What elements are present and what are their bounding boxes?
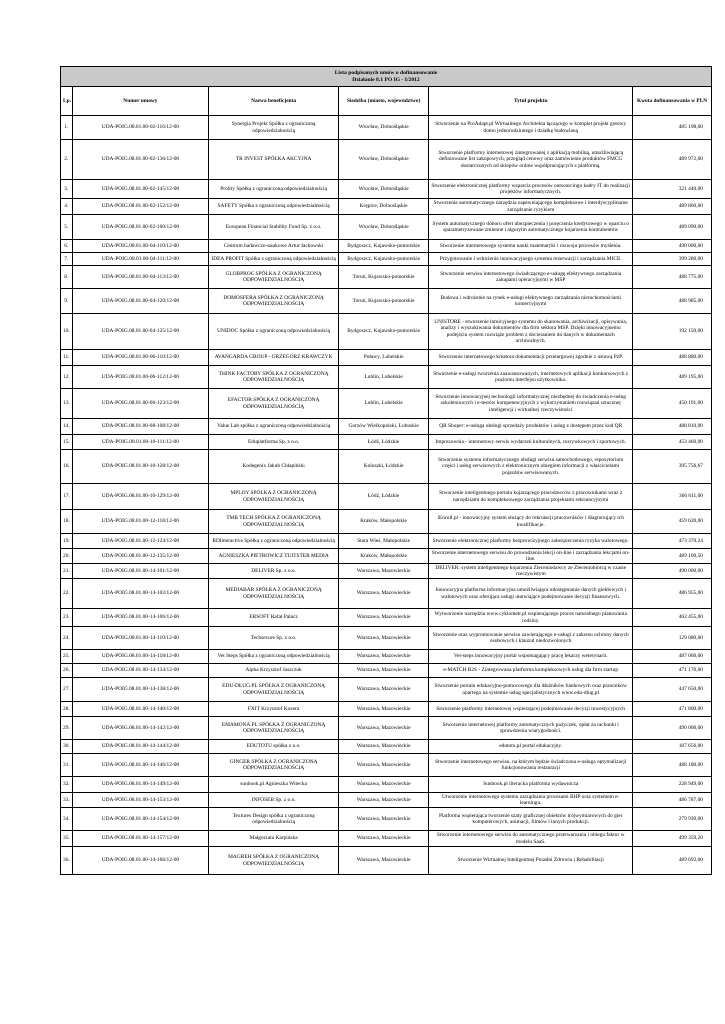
cell-beneficiary: Techsecure Sp. z o.o.	[209, 627, 339, 650]
table-row	[61, 253, 712, 266]
col-header-lp: Lp.	[61, 87, 73, 116]
cell-lp: 28.	[61, 702, 73, 717]
cell-beneficiary: UNIDOC Spółka z ograniczoną odpowiedzialnością	[209, 314, 339, 350]
cell-seat: Warszawa, Mazowieckie	[338, 579, 428, 609]
cell-contract-number: UDA-POIG.08.01.00-14-149/12-00	[72, 777, 209, 793]
cell-lp: 6.	[61, 240, 73, 253]
cell-project-title: Stworzenie serwisu internetowego świadczącego e-usługę efektywnego zarządzania zakupami operacyjnymi w MSP	[429, 266, 633, 289]
cell-lp: 11.	[61, 350, 73, 366]
cell-lp: 8.	[61, 266, 73, 289]
cell-seat: Warszawa, Mazowieckie	[338, 650, 428, 664]
cell-amount: 192 150,00	[633, 314, 712, 350]
cell-project-title: iEnroll.pl - innowacyjny system służący do rekrutacji pracowników i diagnorujący ich kwalifikacje.	[429, 510, 633, 534]
cell-lp: 31.	[61, 754, 73, 777]
cell-seat: Warszawa, Mazowieckie	[338, 793, 428, 808]
cell-seat: Warszawa, Mazowieckie	[338, 609, 428, 627]
cell-amount: 485 198,00	[633, 116, 712, 140]
cell-amount: 489 090,00	[633, 215, 712, 240]
cell-contract-number: UDA-POIG.08.01.00-02-116/12-00	[72, 116, 209, 140]
cell-amount: 487 060,00	[633, 650, 712, 664]
cell-project-title: Stworzenie elektronicznej platformy wsparcia procesów outsourcingu kadry IT do realizacji projektów informatycznych.	[429, 180, 633, 199]
cell-project-title: Stworzenie internetowego serwisu, na którym będzie świadczona e-usługa optymalizacji funkcjonowania restauracji	[429, 754, 633, 777]
cell-amount: 228 949,00	[633, 777, 712, 793]
cell-amount: 453 460,00	[633, 435, 712, 450]
cell-beneficiary: sunbook.pl Agnieszka Witecka	[209, 777, 339, 793]
cell-project-title: Stworzenie systemu informatycznego obsługi serwisu samochodowego, reposytorium części i usług serwisowych z elektronicznym obiegiem informacji z właścicielami pojazdów serwisowanych.	[429, 450, 633, 484]
cell-seat: Warszawa, Mazowieckie	[338, 831, 428, 847]
cell-contract-number: UDA-POIG.08.01.00-06-110/12-00	[72, 350, 209, 366]
cell-project-title: UNISTORE - stworzenie intuicyjnego systemu do skanowania, archiwizacji, opisywania, analizy i wyszukiwania dokumentów dla firm sektora MSP. Dzięki innowacyjnemu podejściu system rozwiąże problem z docieraniem do danych w dokumentach archiwalnych.	[429, 314, 633, 350]
cell-beneficiary: Alpha Krzysztof Jaszczuk	[209, 664, 339, 678]
cell-lp: 13.	[61, 389, 73, 419]
cell-amount: 489 195,00	[633, 366, 712, 389]
cell-amount: 395 756,67	[633, 450, 712, 484]
table-row	[61, 609, 712, 627]
cell-contract-number: UDA-POIG.08.01.00-14-106/12-00	[72, 609, 209, 627]
cell-beneficiary: Eduplatforma Sp. z o.o.	[209, 435, 339, 450]
cell-amount: 489 692,00	[633, 847, 712, 875]
cell-project-title: Stworzenie elektronicznej platformy bezprowizyjnego zabezpieczenia ryzyka walutowego.	[429, 534, 633, 549]
cell-lp: 32.	[61, 777, 73, 793]
table-row	[61, 116, 712, 140]
cell-beneficiary: MEDIABAR SPÓŁKA Z OGRANICZONĄ ODPOWIEDZIALNOŚCIĄ	[209, 579, 339, 609]
cell-project-title: Przygotowanie i wdrożenie innowacyjnego systemu rezerwacji i zarządzania MICE.	[429, 253, 633, 266]
cell-project-title: QR Shoper: e-usługa obsługi sprzedaży produktów i usług z dostępem przez kod QR	[429, 419, 633, 435]
title-line-2: Działanie 8.1 PO IG - I/2012	[352, 76, 420, 83]
cell-contract-number: UDA-POIG.08.01.00-04-111/12-00	[72, 253, 209, 266]
title-line-1: Lista podpisanych umów o dofinansowanie	[334, 70, 438, 77]
cell-lp: 18.	[61, 510, 73, 534]
cell-seat: Wrocław, Dolnośląskie	[338, 140, 428, 180]
cell-lp: 34.	[61, 808, 73, 831]
cell-amount: 471 170,00	[633, 664, 712, 678]
cell-lp: 29.	[61, 717, 73, 740]
cell-lp: 25.	[61, 650, 73, 664]
cell-seat: Bydgoszcz, Kujawsko-pomorskie	[338, 314, 428, 350]
cell-project-title: Budowa i wdrożenie na rynek e-usługi efektywnego zarządzania nieruchomościami komercyjnymi	[429, 289, 633, 314]
cell-seat: Warszawa, Mazowieckie	[338, 777, 428, 793]
table-row	[61, 266, 712, 289]
cell-beneficiary: FXIT Krzysztof Kozera	[209, 702, 339, 717]
cell-lp: 26.	[61, 664, 73, 678]
cell-beneficiary: GLOBPROC SPÓŁKA Z OGRANICZONĄ ODPOWIEDZIALNOŚCIĄ	[209, 266, 339, 289]
cell-beneficiary: THINK FACTORY SPÓŁKA Z OGRANICZONĄ ODPOWIEDZIALNOŚCIĄ	[209, 366, 339, 389]
cell-contract-number: UDA-POIG.08.01.00-12-118/12-00	[72, 510, 209, 534]
table-row	[61, 549, 712, 564]
cell-lp: 1.	[61, 116, 73, 140]
cell-project-title: Vet-steps innowacyjny portal wspomagający pracę lekarzy weterynarii.	[429, 650, 633, 664]
cell-lp: 33.	[61, 793, 73, 808]
cell-amount: 488 985,00	[633, 289, 712, 314]
cell-amount: 490 000,00	[633, 240, 712, 253]
col-header-title: Tytuł projektu	[429, 87, 633, 116]
cell-beneficiary: European Financial Stability Fund Sp. z o.o.	[209, 215, 339, 240]
cell-contract-number: UDA-POIG.08.01.00-02-160/12-00	[72, 215, 209, 240]
table-row	[61, 754, 712, 777]
cell-amount: 321 440,00	[633, 180, 712, 199]
table-row	[61, 664, 712, 678]
cell-project-title: Stworzenie internetowego serwisu do prowadzenia lekcji on-line i zarządzania lekcjami on-line.	[429, 549, 633, 564]
cell-project-title: Stworzenie platformy internetowej wspierającej podejmowanie decyzji inwestycyjnych	[429, 702, 633, 717]
cell-seat: Toruń, Kujawsko-pomorskie	[338, 266, 428, 289]
cell-project-title: Imprezownia - internetowy serwis wydarzeń kulturalnych, rozrywkowych i sportowych.	[429, 435, 633, 450]
table-row	[61, 435, 712, 450]
cell-seat: Stara Wieś, Małopolskie	[338, 534, 428, 549]
cell-contract-number: UDA-POIG.08.01.00-14-154/12-00	[72, 808, 209, 831]
cell-amount: 473 370,24	[633, 534, 712, 549]
cell-beneficiary: EMAMONA.PL SPÓŁKA Z OGRANICZONĄ ODPOWIEDZIALNOŚCIĄ	[209, 717, 339, 740]
cell-seat: Wrocław, Dolnośląskie	[338, 116, 428, 140]
cell-seat: Warszawa, Mazowieckie	[338, 754, 428, 777]
cell-project-title: Stworzenie internetowego systemu nauki matematyki i rozwoju procesów myślenia.	[429, 240, 633, 253]
cell-contract-number: UDA-POIG.08.01.00-14-102/12-00	[72, 579, 209, 609]
cell-project-title: Stworzenie e-usługi tworzenia zaawansowanych, internetowych aplikacji konkursowych z poziomu interfejsu użytkownika.	[429, 366, 633, 389]
cell-beneficiary: AVANGARDA GROUP - GRZEGORZ KRAWCZYK	[209, 350, 339, 366]
table-row	[61, 366, 712, 389]
cell-beneficiary: INFOSEB Sp. z o.o.	[209, 793, 339, 808]
cell-contract-number: UDA-POIG.08.01.00-10-128/12-00	[72, 450, 209, 484]
cell-contract-number: UDA-POIG.08.01.00-14-144/12-00	[72, 740, 209, 754]
table-row	[61, 650, 712, 664]
cell-beneficiary: Vet Steps Spółka z ograniczoną odpowiedzialnością	[209, 650, 339, 664]
cell-beneficiary: MAGREH SPÓŁKA Z OGRANICZONĄ ODPOWIEDZIALNOŚCIĄ	[209, 847, 339, 875]
cell-project-title: Stworzenie internetowego kreatora dokumentacji przetargowej zgodnie z ustawą PzP.	[429, 350, 633, 366]
table-row	[61, 847, 712, 875]
cell-lp: 7.	[61, 253, 73, 266]
cell-beneficiary: MPLOY SPÓŁKA Z OGRANICZONĄ ODPOWIEDZIALNOŚCIĄ	[209, 484, 339, 510]
table-body	[61, 116, 712, 875]
col-header-beneficiary: Nazwa beneficjenta	[209, 87, 339, 116]
contracts-sheet	[60, 66, 712, 875]
cell-contract-number: UDA-POIG.08.01.00-14-142/12-00	[72, 717, 209, 740]
cell-contract-number: UDA-POIG.08.01.00-10-129/12-00	[72, 484, 209, 510]
cell-lp: 23.	[61, 609, 73, 627]
cell-seat: Warszawa, Mazowieckie	[338, 678, 428, 702]
cell-contract-number: UDA-POIG.08.01.00-14-134/12-00	[72, 664, 209, 678]
cell-contract-number: UDA-POIG.08.01.00-14-101/12-00	[72, 564, 209, 579]
cell-project-title: Stworzenie na ProAdapt.pl Wirtualnego Architekta łączącego w komplet projekt gotowy domu jednorodzinnego i działkę budowlaną	[429, 116, 633, 140]
cell-amount: 499 359,20	[633, 831, 712, 847]
cell-beneficiary: Kodegenix Jakub Chłapiński	[209, 450, 339, 484]
cell-beneficiary: IDEA PROFIT Spółka z ograniczoną odpowiedzialnością	[209, 253, 339, 266]
cell-contract-number: UDA-POIG.08.01.00-10-111/12-00	[72, 435, 209, 450]
cell-lp: 36.	[61, 847, 73, 875]
cell-lp: 4.	[61, 199, 73, 215]
cell-beneficiary: Value Lab spółka z ograniczoną odpowiedzialnością	[209, 419, 339, 435]
cell-seat: Gorzów Wielkopolski, Lubuskie	[338, 419, 428, 435]
cell-amount: 489 100,50	[633, 549, 712, 564]
cell-contract-number: UDA-POIG.08.01.00-14-138/12-00	[72, 678, 209, 702]
cell-beneficiary: EFACTOR SPÓŁKA Z OGRANICZONĄ ODPOWIEDZIALNOŚCIĄ	[209, 389, 339, 419]
cell-beneficiary: DELIVER Sp. z o.o.	[209, 564, 339, 579]
cell-amount: 490 000,00	[633, 564, 712, 579]
cell-contract-number: UDA-POIG.08.01.00-06-112/12-00	[72, 366, 209, 389]
cell-lp: 2.	[61, 140, 73, 180]
table-row	[61, 180, 712, 199]
cell-seat: Bydgoszcz, Kujawsko-pomorskie	[338, 240, 428, 253]
cell-lp: 20.	[61, 549, 73, 564]
table-row	[61, 740, 712, 754]
cell-beneficiary: AGNIESZKA PIETROWICZ TUITSTER MEDIA	[209, 549, 339, 564]
cell-seat: Warszawa, Mazowieckie	[338, 847, 428, 875]
cell-project-title: edutotu.pl portal edukacyjny.	[429, 740, 633, 754]
cell-project-title: Utworzenie internetowego systemu zarządzania procesami BHP oraz systemem e-learningu.	[429, 793, 633, 808]
cell-seat: Łódź, Łódzkie	[338, 484, 428, 510]
cell-seat: Lublin, Lubelskie	[338, 389, 428, 419]
cell-contract-number: UDA-POIG.08.01.00-14-146/12-00	[72, 754, 209, 777]
cell-lp: 30.	[61, 740, 73, 754]
cell-contract-number: UDA-POIG.08.01.00-02-136/12-00	[72, 140, 209, 180]
cell-lp: 9.	[61, 289, 73, 314]
table-row	[61, 240, 712, 253]
cell-beneficiary: Prolity Spółka z ograniczoną odpowiedzialnością	[209, 180, 339, 199]
col-header-amount: Kwota dofinansowania w PLN	[633, 87, 712, 116]
cell-seat: Bydgoszcz, Kujawsko-pomorskie	[338, 253, 428, 266]
cell-project-title: Stworzenie inteligentnego portalu kojarzącego pracodawców z pracownikami wraz z narzędziami do kompleksowego zarządzania projektami rekrutacyjnymi	[429, 484, 633, 510]
cell-lp: 27.	[61, 678, 73, 702]
table-row	[61, 808, 712, 831]
table-row	[61, 793, 712, 808]
cell-contract-number: UDA-POIG.08.01.00-14-140/12-00	[72, 702, 209, 717]
cell-seat: Warszawa, Mazowieckie	[338, 740, 428, 754]
cell-amount: 447 650,00	[633, 678, 712, 702]
cell-seat: Wrocław, Dolnośląskie	[338, 180, 428, 199]
cell-contract-number: UDA-POIG.08.01.00-14-157/12-00	[72, 831, 209, 847]
cell-beneficiary: EDU-DŁUG.PL SPÓŁKA Z OGRANICZONĄ ODPOWIEDZIALNOŚCIĄ	[209, 678, 339, 702]
cell-seat: Wrocław, Dolnośląskie	[338, 215, 428, 240]
cell-lp: 10.	[61, 314, 73, 350]
table-row	[61, 678, 712, 702]
cell-contract-number: UDA-POIG.08.01.00-12-135/12-00	[72, 549, 209, 564]
cell-beneficiary: Centrum badawczo-naukowe Artur Jackowski	[209, 240, 339, 253]
table-title-row	[61, 67, 712, 87]
table-title	[61, 67, 712, 87]
cell-contract-number: UDA-POIG.08.01.00-14-118/12-00	[72, 650, 209, 664]
cell-amount: 488 180,00	[633, 754, 712, 777]
cell-seat: Warszawa, Mazowieckie	[338, 808, 428, 831]
cell-seat: Łódź, Łódzkie	[338, 435, 428, 450]
cell-amount: 366 611,00	[633, 484, 712, 510]
cell-seat: Koluszki, Łódzkie	[338, 450, 428, 484]
cell-lp: 15.	[61, 435, 73, 450]
cell-beneficiary: TMB TECH SPÓŁKA Z OGRANICZONĄ ODPOWIEDZIALNOŚCIĄ	[209, 510, 339, 534]
cell-amount: 490 000,00	[633, 717, 712, 740]
cell-project-title: Stworzenie Wirtualnej Inteligentnej Poradni Zdrowia i Rehabilitacji	[429, 847, 633, 875]
cell-amount: 129 080,00	[633, 627, 712, 650]
cell-project-title: Wytworzenie narzędzia www.cyklometr.pl wspierającego proces naturalnego planowania rodziny.	[429, 609, 633, 627]
cell-amount: 486 787,00	[633, 793, 712, 808]
cell-lp: 14.	[61, 419, 73, 435]
cell-amount: 399 280,00	[633, 253, 712, 266]
cell-lp: 22.	[61, 579, 73, 609]
table-row	[61, 484, 712, 510]
table-row	[61, 831, 712, 847]
cell-beneficiary: SAFETY Spółka z ograniczoną odpowiedzialnością	[209, 199, 339, 215]
table-row	[61, 717, 712, 740]
cell-amount: 486 955,00	[633, 579, 712, 609]
cell-amount: 488 775,00	[633, 266, 712, 289]
cell-contract-number: UDA-POIG.08.01.00-02-152/12-00	[72, 199, 209, 215]
cell-seat: Warszawa, Mazowieckie	[338, 627, 428, 650]
cell-seat: Warszawa, Mazowieckie	[338, 564, 428, 579]
cell-lp: 19.	[61, 534, 73, 549]
column-header-row	[61, 87, 712, 116]
table-row	[61, 777, 712, 793]
cell-amount: 279 930,00	[633, 808, 712, 831]
cell-beneficiary: Textures Design spółka z ograniczoną odpowiedzialnością	[209, 808, 339, 831]
table-row	[61, 419, 712, 435]
col-header-number: Numer umowy	[72, 87, 209, 116]
cell-lp: 24.	[61, 627, 73, 650]
contracts-table	[60, 66, 712, 875]
cell-amount: 471 800,00	[633, 702, 712, 717]
cell-contract-number: UDA-POIG.08.01.00-08-108/12-00	[72, 419, 209, 435]
table-row	[61, 199, 712, 215]
cell-lp: 3.	[61, 180, 73, 199]
cell-amount: 187 656,00	[633, 740, 712, 754]
table-row	[61, 314, 712, 350]
cell-project-title: System automatycznego doboru ofert ubezpieczenia i poręczenia kredytowego w oparciu o sparametryzowane zmienne i algorytm automatycznego kojarzenia kontrahentów	[429, 215, 633, 240]
cell-contract-number: UDA-POIG.08.01.00-12-124/12-00	[72, 534, 209, 549]
cell-project-title: Stworzenie automatycznego narzędzia zapewniającego kompleksowe i interdyscyplinarne zarządzanie ryzykiem	[429, 199, 633, 215]
cell-seat: Kraków, Małopolskie	[338, 549, 428, 564]
cell-project-title: DELIVER: system inteligentnego kojarzenia Zleceniodawcy ze Zleceniobiorcą w czasie rzeczywistym	[429, 564, 633, 579]
cell-lp: 12.	[61, 366, 73, 389]
cell-contract-number: UDA-POIG.08.01.00-14-166/12-00	[72, 847, 209, 875]
cell-contract-number: UDA-POIG.08.01.00-04-120/12-00	[72, 289, 209, 314]
cell-lp: 5.	[61, 215, 73, 240]
cell-contract-number: UDA-POIG.08.01.00-04-125/12-00	[72, 314, 209, 350]
cell-beneficiary: TR INVEST SPÓŁKA AKCYJNA	[209, 140, 339, 180]
cell-seat: Lublin, Lubelskie	[338, 366, 428, 389]
cell-amount: 450 191,00	[633, 389, 712, 419]
cell-project-title: Stworzenie internetowej platformy automatycznych pożyczek, opłat za rachunki i sprawdzenia wiarygodności.	[429, 717, 633, 740]
table-row	[61, 702, 712, 717]
cell-seat: Warszawa, Mazowieckie	[338, 664, 428, 678]
table-row	[61, 510, 712, 534]
cell-contract-number: UDA-POIG.08.01.00-06-123/12-00	[72, 389, 209, 419]
cell-amount: 459 620,00	[633, 510, 712, 534]
cell-amount: 489 972,00	[633, 140, 712, 180]
cell-contract-number: UDA-POIG.08.01.00-14-110/12-00	[72, 627, 209, 650]
cell-project-title: Stworzenie platformy internetowej zintegrowanej z aplikacją mobilną, umożliwiającą definiowanie list zakupowych, przegląd cenowy oraz zamówienie produktów FMCG dostarczonych od sklepów online współpracujących z platformą.	[429, 140, 633, 180]
cell-amount: 462 455,00	[633, 609, 712, 627]
cell-seat: Warszawa, Mazowieckie	[338, 717, 428, 740]
table-row	[61, 389, 712, 419]
cell-lp: 35.	[61, 831, 73, 847]
table-row	[61, 450, 712, 484]
cell-lp: 21.	[61, 564, 73, 579]
table-row	[61, 350, 712, 366]
cell-contract-number: UDA-POIG.08.01.00-04-113/12-00	[72, 266, 209, 289]
table-row	[61, 289, 712, 314]
table-row	[61, 564, 712, 579]
cell-project-title: Platforma wspierająca tworzenie szaty graficznej obiektów trójwymiarowych do gier komputerowych, animacji, filmów i innych produkcji.	[429, 808, 633, 831]
cell-contract-number: UDA-POIG.08.01.00-04-110/12-00	[72, 240, 209, 253]
cell-beneficiary: EDUTOTU spółka z o.o.	[209, 740, 339, 754]
cell-project-title: Stworzenie oraz wypromowanie serwisu zawierającego e-usługi z zakresu ochrony danych osobowych i klauzul niedozwolonych	[429, 627, 633, 650]
cell-project-title: Stworzenie innowacyjnej technologii informatycznej niezbędnej do świadczenia e-usług szkoleniowych i e-testów kompetencyjnych z wykorzystaniem rozwiązań sztucznej inteligencji i wirtualnej rzeczywistości	[429, 389, 633, 419]
table-row	[61, 627, 712, 650]
cell-beneficiary: GINGER SPÓŁKA Z OGRANICZONĄ ODPOWIEDZIALNOŚCIĄ	[209, 754, 339, 777]
table-row	[61, 215, 712, 240]
table-row	[61, 579, 712, 609]
cell-seat: Toruń, Kujawsko-pomorskie	[338, 289, 428, 314]
cell-beneficiary: Małgorzata Karpińska	[209, 831, 339, 847]
cell-project-title: Sunbook.pl literacka platforma wydawnicza	[429, 777, 633, 793]
cell-contract-number: UDA-POIG.08.01.00-02-145/12-00	[72, 180, 209, 199]
col-header-seat: Siedziba (miasto, województwo)	[338, 87, 428, 116]
cell-beneficiary: ERSOFT Rafał Palacz	[209, 609, 339, 627]
cell-beneficiary: Synergia Projekt Spółka z ograniczoną odpowiedzialnością	[209, 116, 339, 140]
cell-project-title: Stworzenie internetowego serwisu do automatycznego przetwarzania i obiegu faktur w modelu SaaS.	[429, 831, 633, 847]
cell-beneficiary: DOMOSFERA SPÓŁKA Z OGRANICZONĄ ODPOWIEDZIALNOŚCIĄ	[209, 289, 339, 314]
table-row	[61, 534, 712, 549]
cell-project-title: Stworzenie portalu edukacyjno-pomocowego dla dłużników bankowych oraz prawników opartego na systemie usług specjalistycznych www.edu-dlug.pl	[429, 678, 633, 702]
cell-amount: 488 810,00	[633, 419, 712, 435]
table-row	[61, 140, 712, 180]
cell-amount: 488 880,00	[633, 350, 712, 366]
cell-seat: Warszawa, Mazowieckie	[338, 702, 428, 717]
cell-project-title: e-MATCH B2S - Zintegrowana platforma kompleksowych usług dla firm startup	[429, 664, 633, 678]
cell-amount: 489 860,00	[633, 199, 712, 215]
cell-seat: Krępice, Dolnośląskie	[338, 199, 428, 215]
cell-lp: 17.	[61, 484, 73, 510]
cell-seat: Kraków, Małopolskie	[338, 510, 428, 534]
cell-beneficiary: RDInteractive Spółka z ograniczoną odpowiedzialnością	[209, 534, 339, 549]
cell-seat: Puławy, Lubelskie	[338, 350, 428, 366]
cell-project-title: Innowacyjna platforma informacyjna umożliwiająca udostępnianie danych giełdowych i walutowych oraz oferująca usługi ułatwiające podejmowanie decyzji finansowych.	[429, 579, 633, 609]
cell-contract-number: UDA-POIG.08.01.00-14-153/12-00	[72, 793, 209, 808]
cell-lp: 16.	[61, 450, 73, 484]
